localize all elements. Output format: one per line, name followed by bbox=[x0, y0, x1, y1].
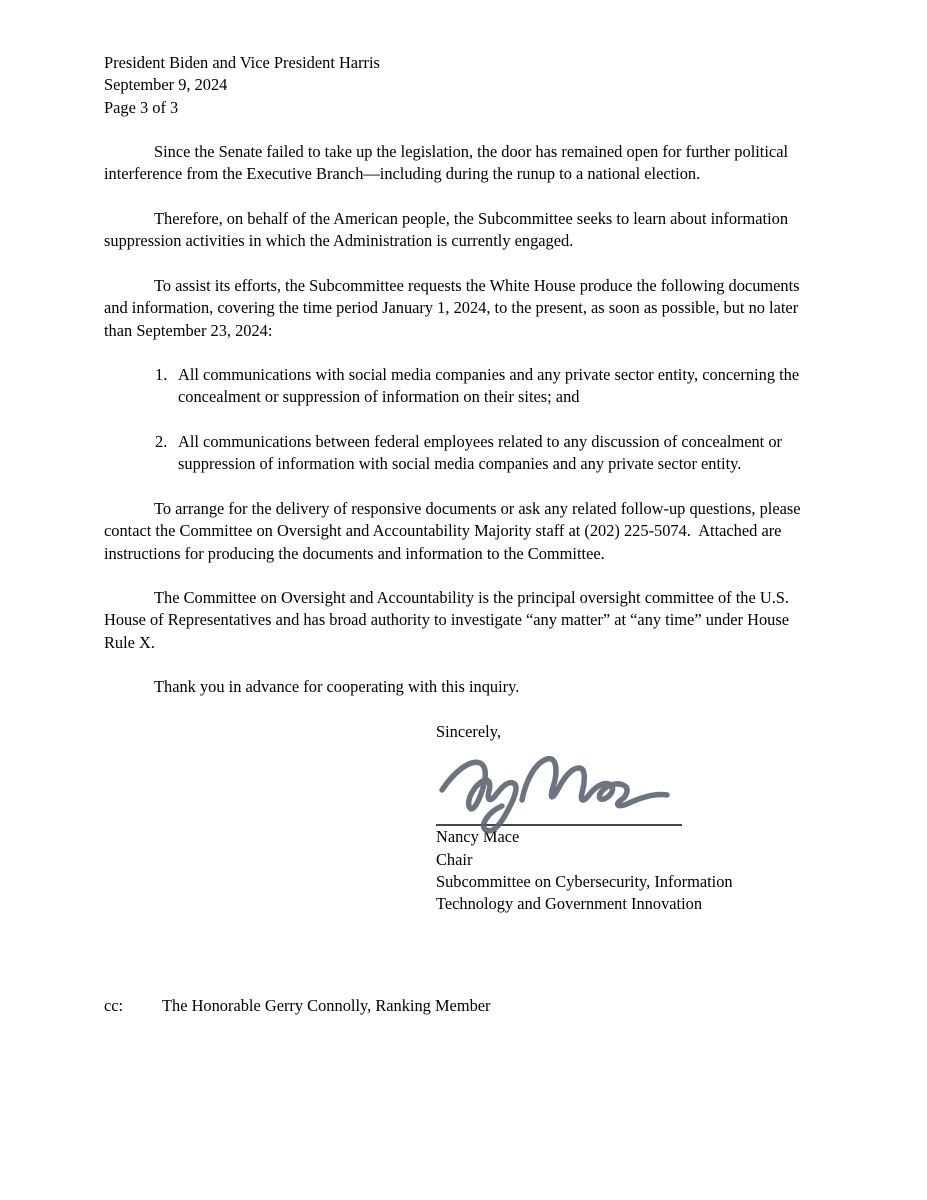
list-item-2-number: 2. bbox=[155, 432, 168, 452]
letter-header bbox=[104, 52, 820, 119]
signer-name: Nancy Mace bbox=[436, 827, 520, 847]
paragraph-authority: The Committee on Oversight and Accountability is the principal oversight committee of the U.S. House of Representatives and has broad authority to investigate “any matter” at “any time” under House Rule X. bbox=[104, 588, 794, 652]
list-item-2-text: All communications between federal employees related to any discussion of concealment or suppression of information with social media companies and any private sector entity. bbox=[178, 432, 787, 474]
cc-text: The Honorable Gerry Connolly, Ranking Member bbox=[162, 996, 491, 1016]
paragraph-senate: Since the Senate failed to take up the legislation, the door has remained open for further political interference from the Executive Branch—including during the runup to a national election. bbox=[104, 142, 793, 184]
signature-image bbox=[438, 746, 678, 840]
cc-label: cc: bbox=[104, 996, 124, 1016]
signer-title: Chair bbox=[436, 849, 473, 869]
signer-org-line2: Technology and Government Innovation bbox=[436, 894, 703, 914]
list-item-1-number: 1. bbox=[155, 365, 168, 385]
signature-block bbox=[436, 743, 820, 826]
list-item-1-text: All communications with social media companies and any private sector entity, concerning the concealment or suppression of information on their sites; and bbox=[178, 365, 804, 407]
header-recipient: President Biden and Vice President Harris bbox=[104, 53, 380, 72]
header-page-number: Page 3 of 3 bbox=[104, 97, 179, 117]
list-item-1 bbox=[104, 364, 820, 409]
header-date: September 9, 2024 bbox=[104, 75, 228, 95]
paragraph-request: To assist its efforts, the Subcommittee requests the White House produce the following documents and information, covering the time period January 1, 2024, to the present, as soon as possible, but no later than September 23, 2024: bbox=[104, 275, 804, 340]
list-item-2 bbox=[104, 431, 820, 476]
closing-salutation: Sincerely, bbox=[436, 721, 501, 741]
paragraph-delivery: To arrange for the delivery of responsive documents or ask any related follow-up questions, please contact the Committee on Oversight and Accountability Majority staff at (202) 225-5074. Attached are instructions for producing the documents and information to the Committee. bbox=[104, 498, 805, 563]
cc-row bbox=[104, 995, 820, 1017]
signer-org-line1: Subcommittee on Cybersecurity, Information bbox=[436, 871, 733, 891]
paragraph-therefore: Therefore, on behalf of the American people, the Subcommittee seeks to learn about information suppression activities in which the Administration is currently engaged. bbox=[104, 209, 793, 251]
paragraph-thanks: Thank you in advance for cooperating with this inquiry. bbox=[154, 677, 520, 697]
